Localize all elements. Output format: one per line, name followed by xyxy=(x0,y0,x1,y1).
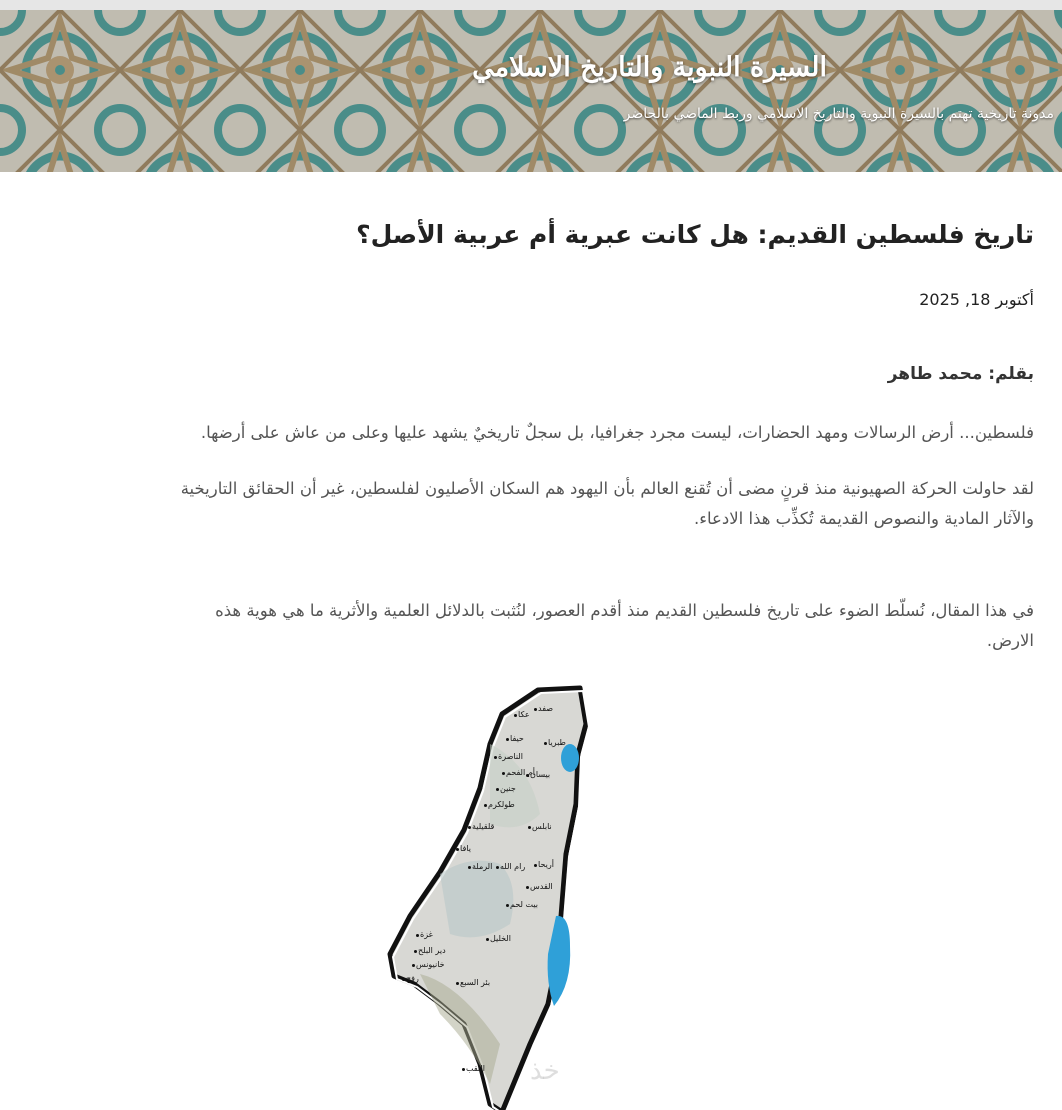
map-city-label: خانيونس xyxy=(416,960,445,969)
map-city-label: طولكرم xyxy=(488,800,515,809)
map-city-label: بيت لحم xyxy=(510,900,538,909)
map-city-label: طبريا xyxy=(548,738,566,747)
map-city-label: حيفا xyxy=(510,734,524,743)
blog-title[interactable]: السيرة النبوية والتاريخ الاسلامي xyxy=(472,52,827,83)
watermark: خذ xyxy=(530,1056,560,1086)
map-city-label: صفد xyxy=(538,704,554,713)
map-city-label: دير البلح xyxy=(418,946,446,955)
map-city-label: عكا xyxy=(518,710,530,719)
blog-description: مدونة تاريخية تهتم بالسيرة النبوية والتاريخ الاسلامي وربط الماضي بالحاضر xyxy=(623,106,1054,122)
paragraph-line: لقد حاولت الحركة الصهيونية منذ قرنٍ مضى أن تُقنع العالم بأن اليهود هم السكان الأصليون لفلسطين، غير أن الحقائق التاريخية xyxy=(180,479,1034,498)
map-city-label: الناصرة xyxy=(498,752,523,761)
post xyxy=(0,172,1062,1110)
paragraph-1 xyxy=(0,418,1034,448)
map-city-label: يافا xyxy=(460,844,471,853)
post-title[interactable]: تاريخ فلسطين القديم: هل كانت عبرية أم عربية الأصل؟ xyxy=(356,220,1034,249)
map-city-label: القدس xyxy=(530,882,553,891)
paragraph-line: الارض. xyxy=(986,631,1034,650)
blog-header xyxy=(0,10,1062,172)
post-author: بقلم: محمد طاهر xyxy=(887,364,1034,384)
map-city-label: نابلس xyxy=(532,822,552,831)
map-city-label: قلقيلية xyxy=(472,822,495,831)
map-city-label: أم الفحم xyxy=(506,768,535,777)
lake-tiberias xyxy=(561,744,579,772)
palestine-map-svg xyxy=(380,684,600,1110)
map-city-label: الخليل xyxy=(490,934,511,943)
map-city-label: جنين xyxy=(500,784,516,793)
paragraph-line: فلسطين... أرض الرسالات ومهد الحضارات، ليست مجرد جغرافيا، بل سجلٌ تاريخيٌ يشهد عليها وعلى من عاش على أرضها. xyxy=(200,423,1034,442)
paragraph-line: في هذا المقال، نُسلّط الضوء على تاريخ فلسطين القديم منذ أقدم العصور، لنُثبت بالدلائل العلمية والأثرية ما هي هوية هذه xyxy=(215,601,1034,620)
map-city-label: الرملة xyxy=(472,862,493,871)
top-bar xyxy=(0,0,1062,10)
paragraph-3 xyxy=(0,596,1034,656)
paragraph-line: والآثار المادية والنصوص القديمة تُكذِّب هذا الادعاء. xyxy=(694,509,1034,528)
paragraph-2 xyxy=(0,474,1034,534)
map-city-label: بئر السبع xyxy=(460,978,491,987)
map-city-label: رام الله xyxy=(500,862,526,871)
map-city-label: غزة xyxy=(420,930,433,939)
map-city-label: أريحا xyxy=(538,860,554,869)
map-city-label: رفح xyxy=(406,974,419,983)
header-pattern xyxy=(0,10,1062,172)
palestine-map-image[interactable] xyxy=(380,684,600,1110)
post-date: أكتوبر 18, 2025 xyxy=(919,290,1034,309)
map-city-label: النقب xyxy=(466,1064,485,1073)
map-city-label: بيسان xyxy=(530,770,551,779)
